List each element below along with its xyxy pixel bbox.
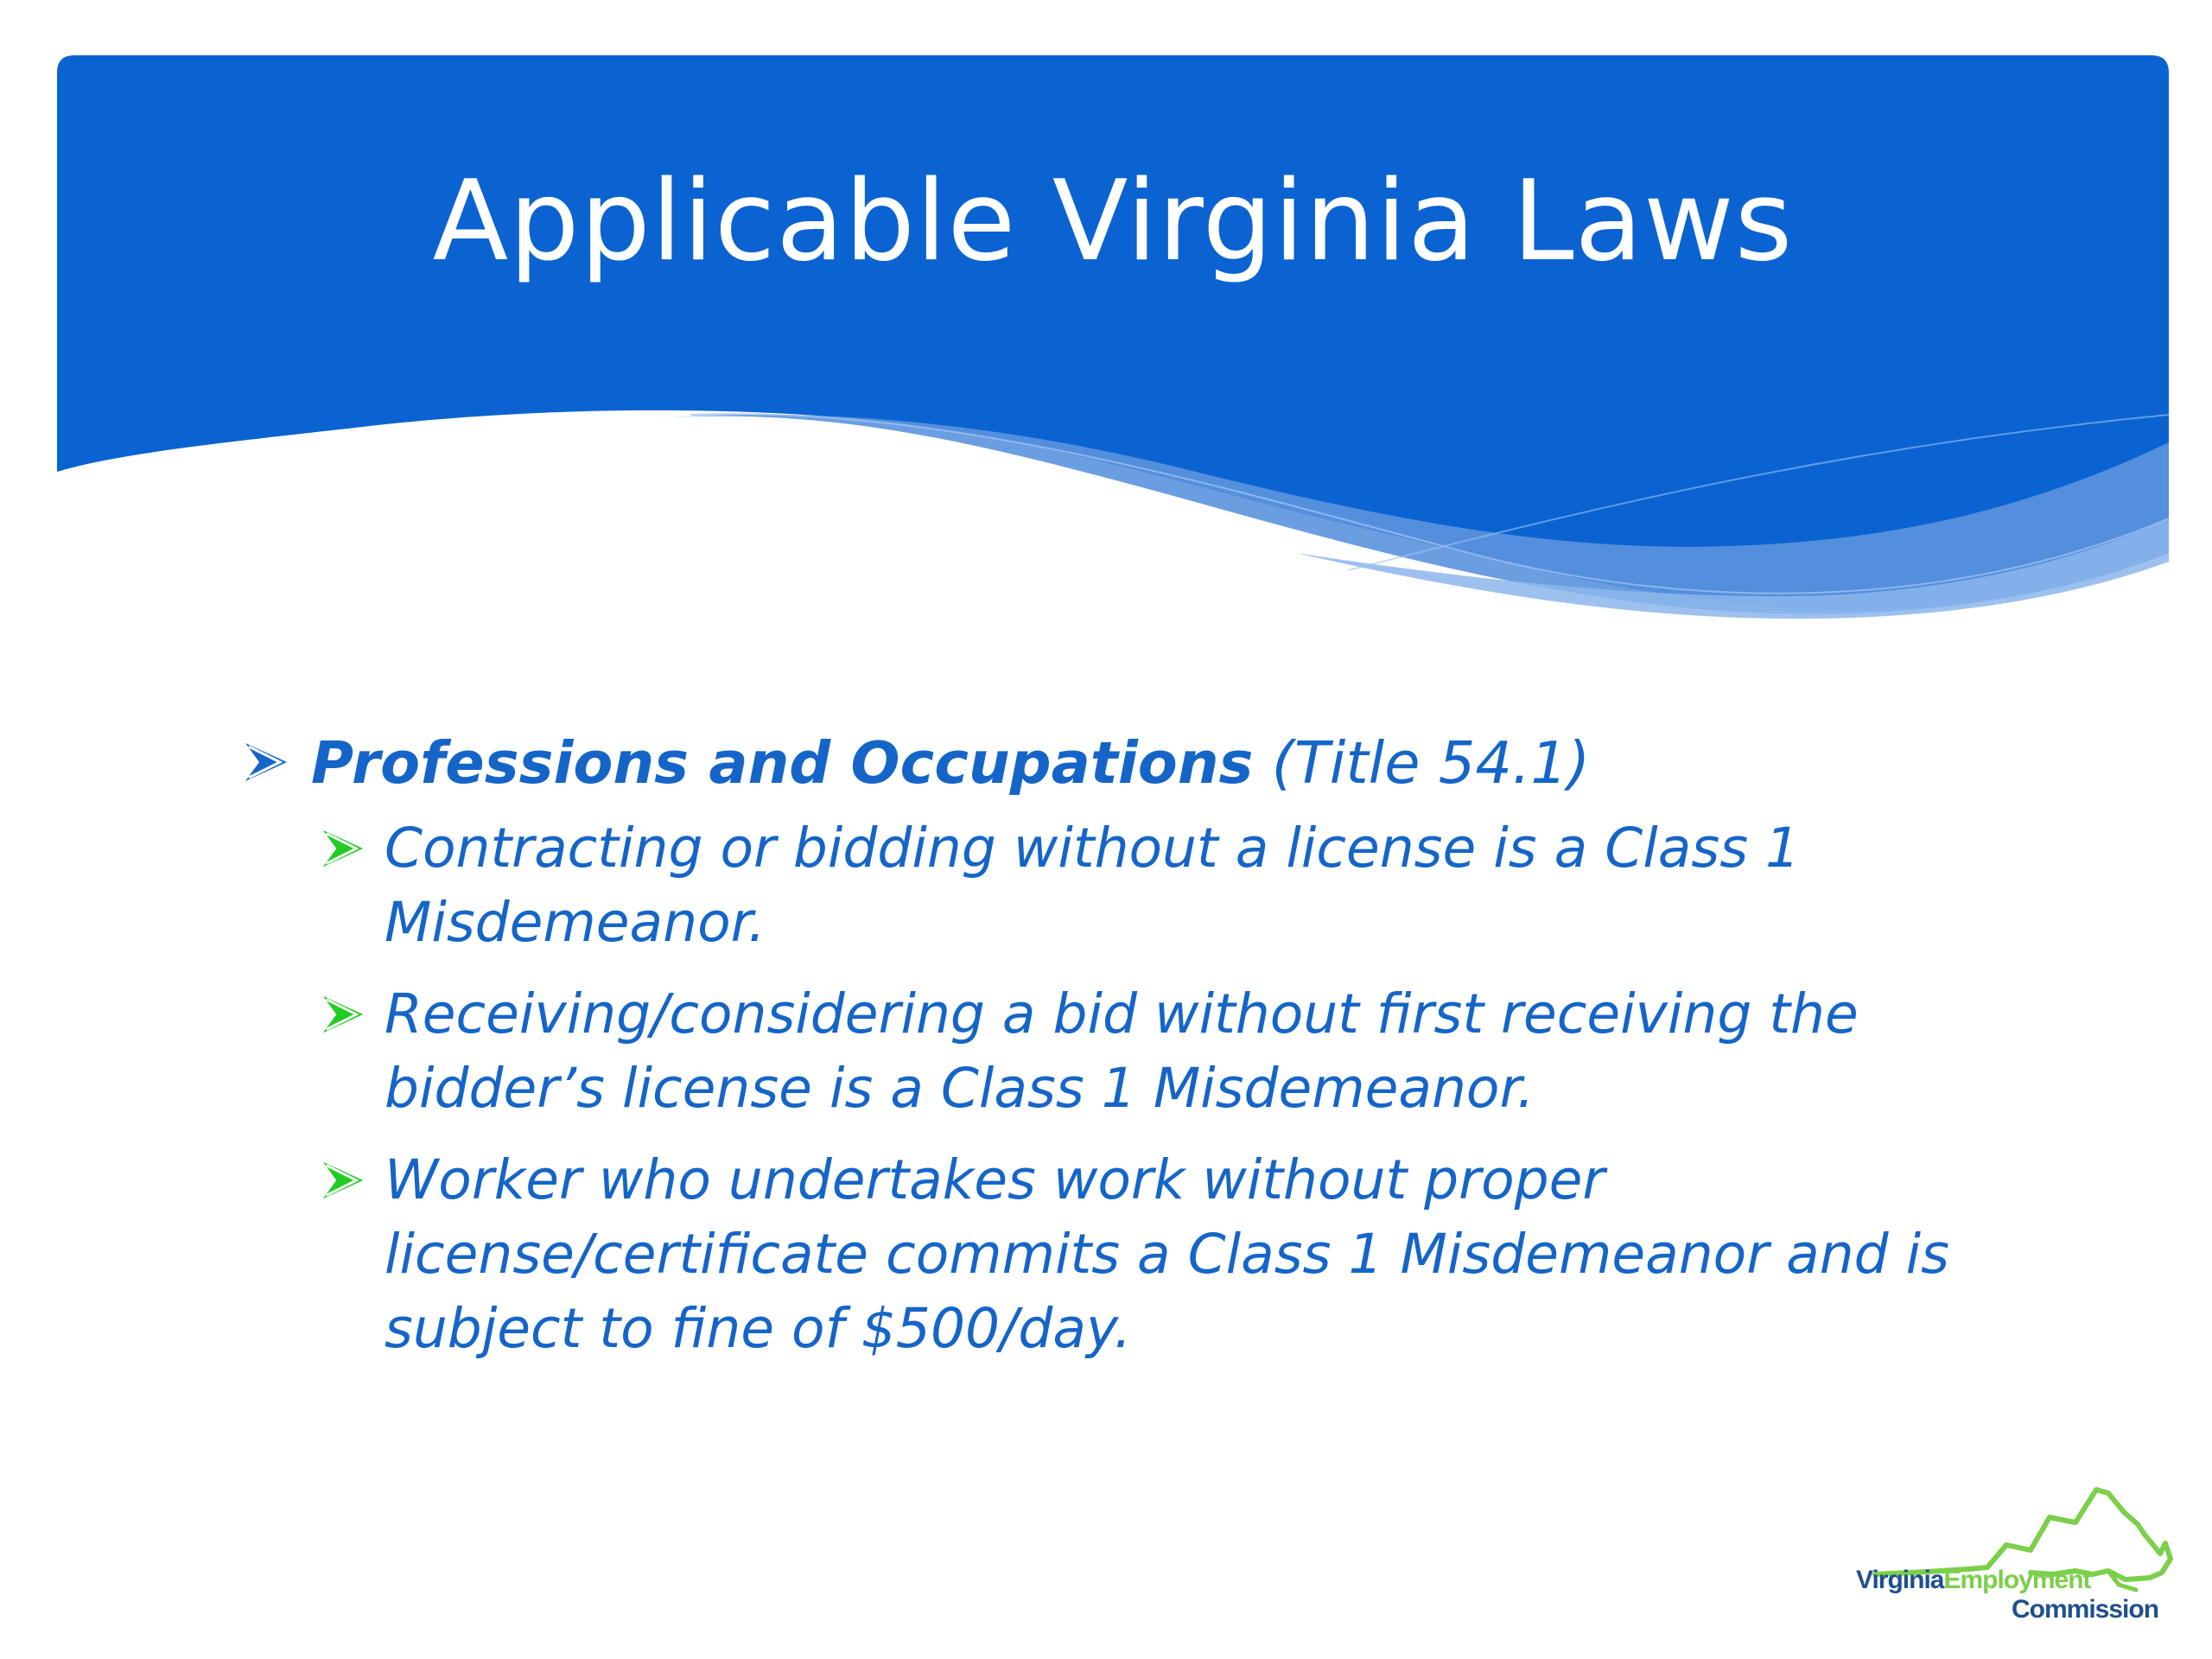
list-item [320, 811, 2022, 960]
heading-suffix-text: (Title 54.1) [1253, 729, 1591, 797]
green-arrow-bullet-icon [320, 1157, 366, 1204]
logo-word-virginia: Virginia [1856, 1566, 1944, 1594]
logo-wordmark-line1 [1856, 1566, 2091, 1595]
green-arrow-bullet-icon [320, 991, 366, 1038]
heading-bullet [242, 726, 2022, 801]
arrow-bullet-icon [242, 738, 290, 786]
sub-bullet-list [242, 811, 2022, 1366]
list-item-text: Worker who undertakes work without proper license/certificate commits a Class 1 Misdemeanor and is subject to fine of $500/day. [385, 1148, 1950, 1361]
logo-word-commission: Commission [2012, 1595, 2159, 1624]
header-banner [0, 0, 2212, 657]
header-banner-fill [57, 55, 2169, 611]
logo-word-employment: Employment [1943, 1566, 2091, 1594]
slide-content [242, 726, 2022, 1383]
list-item [320, 977, 2022, 1126]
slide-title: Applicable Virginia Laws [432, 157, 1794, 286]
list-item-text: Contracting or bidding without a license is a Class 1 Misdemeanor. [385, 817, 1801, 955]
heading-bold-text: Professions and Occupations [311, 729, 1254, 797]
green-arrow-bullet-icon [320, 825, 366, 872]
list-item [320, 1143, 2022, 1366]
list-item-text: Receiving/considering a bid without first receiving the bidder’s license is a Class 1 Misdemeanor. [385, 982, 1859, 1121]
